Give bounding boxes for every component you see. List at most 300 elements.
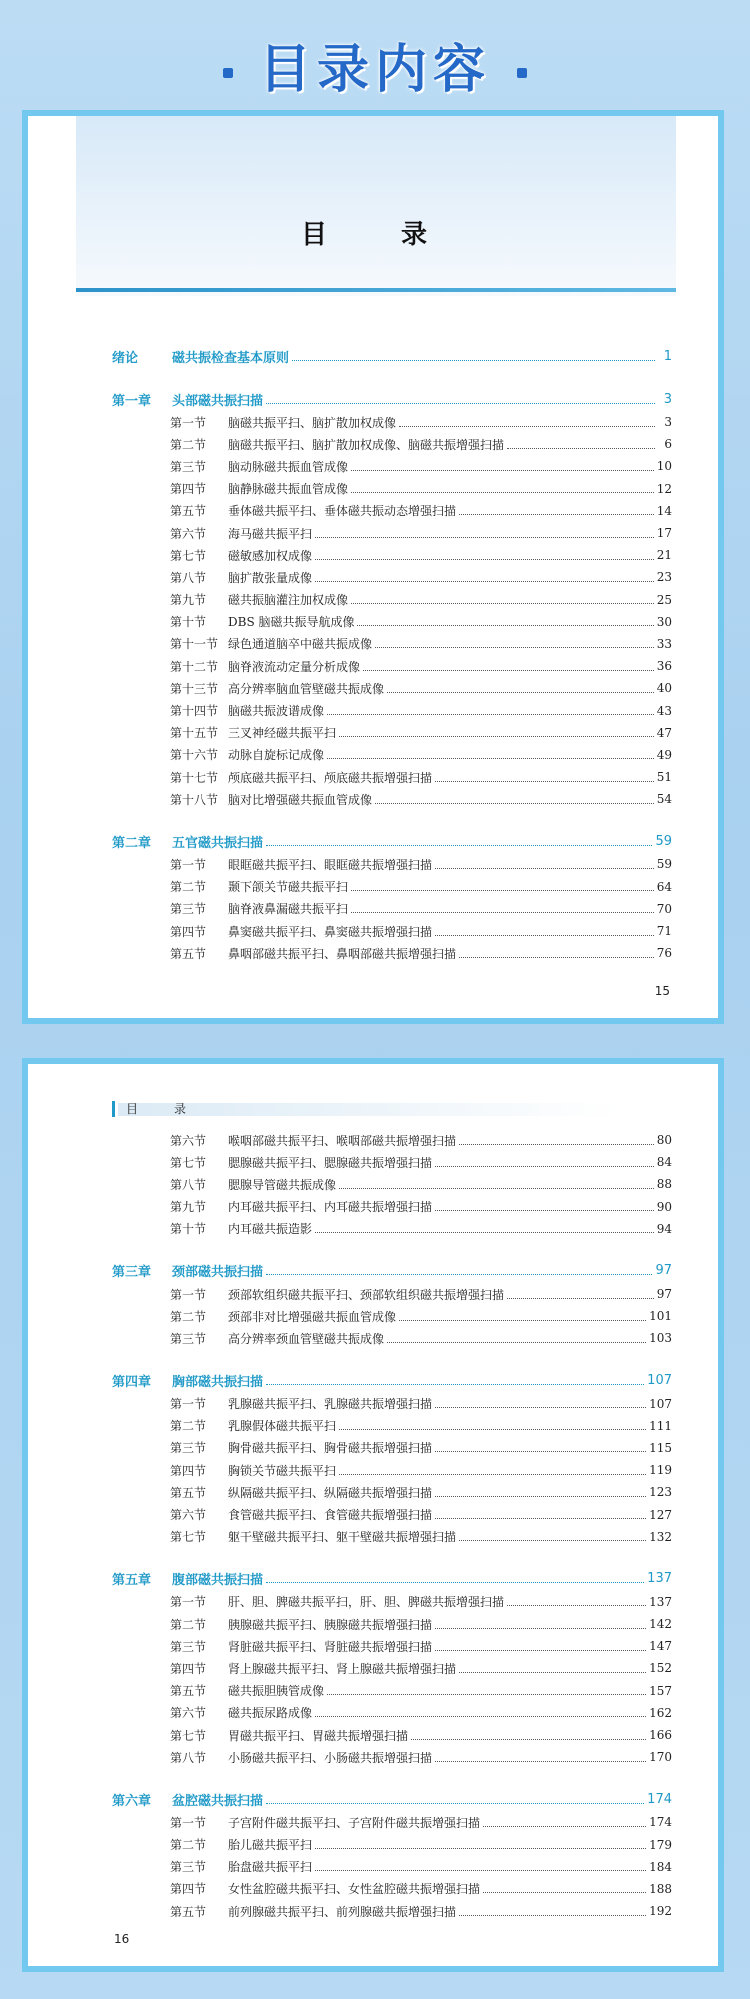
toc-entry-title: 颅底磁共振平扫、颅底磁共振增强扫描 [228,770,433,785]
toc-entry-title: 内耳磁共振造影 [228,1222,313,1237]
toc-section-entry[interactable] [112,478,672,500]
toc-entry-title: 前列腺磁共振平扫、前列腺磁共振增强扫描 [228,1904,457,1919]
toc-entry-title: 磁敏感加权成像 [228,548,313,563]
toc-section-entry[interactable] [112,677,672,699]
toc-section-entry[interactable] [112,1305,672,1327]
toc-entry-page: 80 [656,1133,672,1148]
toc-entry-page: 152 [649,1661,672,1676]
toc-entry-number: 第四节 [170,924,207,939]
toc-section-entry[interactable] [112,1591,672,1613]
toc-section-entry[interactable] [112,433,672,455]
toc-section-entry[interactable] [112,544,672,566]
toc-chapter-entry[interactable] [112,344,672,368]
page-number: 15 [654,984,670,998]
toc-entry-title: 海马磁共振平扫 [228,526,313,541]
toc-entry-number: 第四章 [112,1375,152,1390]
toc-entry-page: 137 [649,1594,672,1609]
toc-leader-dots [315,559,654,560]
toc-entry-number: 第三章 [112,1265,152,1281]
toc-leader-dots [399,1320,646,1321]
toc-entry-title: 女性盆腔磁共振平扫、女性盆腔磁共振增强扫描 [228,1882,481,1897]
toc-section-entry[interactable] [112,1635,672,1657]
toc-entry-number: 第七节 [170,548,207,563]
toc-entry-number: 第三节 [170,1639,207,1654]
toc-section-entry[interactable] [112,611,672,633]
toc-entry-title: 内耳磁共振平扫、内耳磁共振增强扫描 [228,1200,433,1215]
toc-section-entry[interactable] [112,1327,672,1349]
toc-entry-title: 腹部磁共振扫描 [172,1573,264,1589]
toc-section-entry[interactable] [112,455,672,477]
toc-section-entry[interactable] [112,1900,672,1922]
toc-leader-dots [266,1803,644,1804]
toc-entry-page: 127 [649,1507,672,1522]
toc-entry-page: 30 [656,614,672,629]
toc-entry-title: 鼻窦磁共振平扫、鼻窦磁共振增强扫描 [228,924,433,939]
toc-entry-page: 174 [649,1815,672,1830]
running-header-text: 目 录 [126,1102,199,1116]
toc-entry-number: 绪论 [112,350,139,366]
toc-leader-dots [483,1892,646,1893]
toc-gap [112,1350,672,1369]
toc-leader-dots [315,537,654,538]
toc-leader-dots [315,581,654,582]
toc-entry-number: 第一节 [170,1287,207,1302]
toc-chapter-entry[interactable] [112,1567,672,1591]
toc-entry-title: 磁共振脑灌注加权成像 [228,593,349,608]
toc-leader-dots [435,1496,646,1497]
toc-entry-page: 97 [655,1263,672,1279]
toc-entry-number: 第一节 [170,1815,207,1830]
toc-entry-page: 192 [649,1904,672,1919]
toc-entry-page: 36 [656,659,672,674]
toc-entry-page: 3 [664,415,672,430]
toc-leader-dots [315,1848,646,1849]
toc-section-entry[interactable] [112,1526,672,1548]
toc-entry-page: 84 [656,1155,672,1170]
toc-section-entry[interactable] [112,1151,672,1173]
toc-leader-dots [435,1451,646,1452]
toc-leader-dots [435,1650,646,1651]
toc-entry-page: 142 [649,1617,672,1632]
toc-entry-page: 115 [649,1440,672,1455]
toc-list-page-1 [112,344,672,964]
toc-entry-title: 胃磁共振平扫、胃磁共振增强扫描 [228,1728,409,1743]
toc-entry-page: 94 [656,1221,672,1236]
toc-entry-number: 第十五节 [170,726,219,741]
toc-entry-page: 162 [649,1705,672,1720]
toc-entry-number: 第六节 [170,1508,207,1523]
toc-entry-page: 59 [656,857,672,872]
toc-entry-number: 第十八节 [170,792,219,807]
toc-entry-number: 第二节 [170,880,207,895]
toc-entry-number: 第二节 [170,1838,207,1853]
toc-entry-number: 第二节 [170,437,207,452]
toc-leader-dots [266,1274,652,1275]
toc-entry-title: 磁共振胆胰管成像 [228,1684,325,1699]
toc-section-entry[interactable] [112,766,672,788]
toc-entry-page: 101 [649,1309,672,1324]
toc-section-entry[interactable] [112,1173,672,1195]
toc-leader-dots [507,448,655,449]
toc-section-entry[interactable] [112,699,672,721]
toc-section-entry[interactable] [112,942,672,964]
toc-section-entry[interactable] [112,1834,672,1856]
toc-entry-title: 子宫附件磁共振平扫、子宫附件磁共振增强扫描 [228,1815,481,1830]
toc-leader-dots [351,492,654,493]
toc-section-entry[interactable] [112,522,672,544]
toc-entry-number: 第五章 [112,1573,152,1589]
toc-entry-title: 腮腺导管磁共振成像 [228,1177,337,1192]
toc-entry-title: 颈部非对比增强磁共振血管成像 [228,1309,397,1324]
toc-chapter-entry[interactable] [112,829,672,853]
toc-chapter-entry[interactable] [112,1259,672,1283]
toc-entry-page: 54 [656,792,672,807]
toc-entry-page: 59 [655,833,672,849]
toc-leader-dots [292,360,655,361]
toc-entry-title: 绿色通道脑卒中磁共振成像 [228,637,373,652]
toc-leader-dots [351,890,654,891]
toc-entry-number: 第七节 [170,1728,207,1743]
toc-entry-number: 第十四节 [170,704,219,719]
toc-entry-page: 1 [663,348,672,364]
toc-section-entry[interactable] [112,589,672,611]
toc-entry-page: 6 [664,437,672,452]
toc-entry-page: 103 [649,1331,672,1346]
toc-entry-number: 第一节 [170,857,207,872]
toc-gap [112,368,672,387]
toc-leader-dots [266,1582,644,1583]
toc-entry-title: 腮腺磁共振平扫、腮腺磁共振增强扫描 [228,1155,433,1170]
toc-section-entry[interactable] [112,1481,672,1503]
toc-section-entry[interactable] [112,1218,672,1240]
toc-entry-title: 肝、胆、脾磁共振平扫，肝、胆、脾磁共振增强扫描 [228,1595,505,1610]
toc-leader-dots [351,912,654,913]
toc-leader-dots [435,1210,654,1211]
toc-leader-dots [435,1628,646,1629]
toc-entry-page: 97 [656,1287,672,1302]
toc-entry-number: 第五节 [170,504,207,519]
toc-section-entry[interactable] [112,1811,672,1833]
toc-entry-number: 第四节 [170,1463,207,1478]
toc-entry-title: 颞下颌关节磁共振平扫 [228,880,349,895]
toc-entry-number: 第四节 [170,482,207,497]
toc-leader-dots [327,1694,646,1695]
toc-entry-number: 第七节 [170,1530,207,1545]
toc-entry-title: 高分辨率颈血管壁磁共振成像 [228,1331,385,1346]
toc-entry-title: 脑磁共振波谱成像 [228,704,325,719]
toc-section-entry[interactable] [112,1746,672,1768]
toc-section-entry[interactable] [112,566,672,588]
toc-section-entry[interactable] [112,1702,672,1724]
toc-entry-number: 第八节 [170,1177,207,1192]
toc-entry-page: 147 [649,1639,672,1654]
toc-entry-number: 第十七节 [170,770,219,785]
toc-section-entry[interactable] [112,1856,672,1878]
toc-leader-dots [339,1474,646,1475]
page-header-band [76,116,676,296]
toc-entry-number: 第二章 [112,835,152,851]
toc-entry-number: 第一章 [112,393,152,409]
page-number: 16 [114,1932,130,1946]
toc-leader-dots [483,1826,646,1827]
toc-entry-number: 第八节 [170,570,207,585]
toc-entry-title: 脑动脉磁共振血管成像 [228,459,349,474]
toc-section-entry[interactable] [112,655,672,677]
toc-leader-dots [507,1605,646,1606]
toc-entry-title: 食管磁共振平扫、食管磁共振增强扫描 [228,1508,433,1523]
header-divider [76,288,676,292]
toc-leader-dots [339,1429,646,1430]
toc-entry-title: 胎儿磁共振平扫 [228,1838,313,1853]
toc-entry-number: 第一节 [170,1595,207,1610]
toc-leader-dots [459,1144,654,1145]
toc-entry-title: 脑脊液流动定量分析成像 [228,659,361,674]
toc-leader-dots [459,1915,646,1916]
toc-page-2 [22,1058,724,1972]
toc-section-entry[interactable] [112,1878,672,1900]
toc-entry-page: 3 [663,391,672,407]
toc-entry-page: 51 [656,770,672,785]
banner-title [0,30,750,110]
toc-leader-dots [435,1166,654,1167]
toc-entry-title: 躯干壁磁共振平扫、躯干壁磁共振增强扫描 [228,1530,457,1545]
toc-entry-number: 第三节 [170,1860,207,1875]
toc-entry-page: 10 [656,459,672,474]
toc-entry-page: 40 [656,681,672,696]
toc-section-entry[interactable] [112,722,672,744]
toc-entry-page: 71 [656,924,672,939]
bullet-dot-right [517,68,527,78]
toc-entry-title: 脑扩散张量成像 [228,570,313,585]
toc-leader-dots [327,714,654,715]
toc-leader-dots [411,1739,646,1740]
toc-entry-page: 76 [656,946,672,961]
toc-entry-number: 第六节 [170,1706,207,1721]
toc-entry-number: 第一节 [170,415,207,430]
toc-leader-dots [375,647,654,648]
toc-section-entry[interactable] [112,920,672,942]
toc-page-1 [22,110,724,1024]
toc-entry-page: 47 [656,725,672,740]
toc-leader-dots [435,868,654,869]
toc-entry-page: 33 [656,636,672,651]
toc-entry-page: 132 [649,1529,672,1544]
toc-entry-page: 166 [649,1728,672,1743]
toc-entry-page: 137 [647,1571,672,1587]
toc-entry-page: 23 [656,570,672,585]
toc-leader-dots [315,1232,654,1233]
toc-entry-number: 第七节 [170,1155,207,1170]
toc-entry-title: 高分辨率脑血管壁磁共振成像 [228,681,385,696]
toc-gap [112,1548,672,1567]
toc-section-entry[interactable] [112,1393,672,1415]
toc-entry-title: 脑磁共振平扫、脑扩散加权成像 [228,415,397,430]
toc-entry-number: 第十节 [170,1222,207,1237]
toc-section-entry[interactable] [112,411,672,433]
toc-leader-dots [399,426,655,427]
toc-leader-dots [266,1384,644,1385]
toc-entry-title: 三叉神经磁共振平扫 [228,726,337,741]
toc-entry-title: 脑脊液鼻漏磁共振平扫 [228,902,349,917]
toc-entry-number: 第五节 [170,1485,207,1500]
toc-entry-page: 17 [656,526,672,541]
toc-entry-number: 第八节 [170,1750,207,1765]
toc-section-entry[interactable] [112,1459,672,1481]
toc-entry-title: 五官磁共振扫描 [172,835,264,851]
toc-entry-number: 第四节 [170,1661,207,1676]
toc-leader-dots [357,625,653,626]
toc-leader-dots [435,935,654,936]
toc-leader-dots [327,758,654,759]
toc-entry-page: 88 [656,1177,672,1192]
toc-entry-number: 第五节 [170,1684,207,1699]
toc-entry-title: 肾上腺磁共振平扫、肾上腺磁共振增强扫描 [228,1661,457,1676]
toc-entry-title: 喉咽部磁共振平扫、喉咽部磁共振增强扫描 [228,1133,457,1148]
toc-entry-title: 脑静脉磁共振血管成像 [228,482,349,497]
toc-entry-page: 43 [656,703,672,718]
toc-entry-title: 垂体磁共振平扫、垂体磁共振动态增强扫描 [228,504,457,519]
toc-leader-dots [351,603,654,604]
toc-entry-title: 乳腺磁共振平扫、乳腺磁共振增强扫描 [228,1397,433,1412]
toc-entry-number: 第九节 [170,1200,207,1215]
toc-entry-title: DBS 脑磁共振导航成像 [228,615,355,630]
page-title: 目 录 [300,220,451,250]
toc-leader-dots [459,1672,646,1673]
toc-entry-page: 184 [649,1859,672,1874]
toc-leader-dots [435,781,654,782]
toc-entry-title: 胸骨磁共振平扫、胸骨磁共振增强扫描 [228,1441,433,1456]
toc-entry-page: 111 [649,1418,672,1433]
toc-entry-title: 头部磁共振扫描 [172,393,264,409]
toc-entry-title: 乳腺假体磁共振平扫 [228,1419,337,1434]
toc-leader-dots [435,1518,646,1519]
toc-entry-page: 90 [656,1199,672,1214]
toc-section-entry[interactable] [112,1724,672,1746]
toc-leader-dots [387,1342,646,1343]
toc-section-entry[interactable] [112,1129,672,1151]
toc-section-entry[interactable] [112,1196,672,1218]
toc-section-entry[interactable] [112,1415,672,1437]
toc-entry-number: 第六节 [170,1133,207,1148]
toc-section-entry[interactable] [112,853,672,875]
toc-entry-title: 磁共振尿路成像 [228,1706,313,1721]
toc-leader-dots [459,957,654,958]
toc-entry-number: 第九节 [170,593,207,608]
toc-entry-number: 第六章 [112,1793,152,1809]
toc-leader-dots [315,1870,646,1871]
toc-leader-dots [363,670,654,671]
toc-entry-title: 小肠磁共振平扫、小肠磁共振增强扫描 [228,1750,433,1765]
toc-gap [112,1768,672,1787]
toc-entry-page: 14 [656,503,672,518]
toc-entry-page: 64 [656,879,672,894]
toc-entry-title: 纵隔磁共振平扫、纵隔磁共振增强扫描 [228,1485,433,1500]
toc-section-entry[interactable] [112,1283,672,1305]
toc-entry-title: 颈部磁共振扫描 [172,1265,264,1281]
toc-entry-number: 第三节 [170,902,207,917]
toc-entry-page: 119 [649,1463,672,1478]
toc-section-entry[interactable] [112,876,672,898]
toc-entry-title: 胰腺磁共振平扫、胰腺磁共振增强扫描 [228,1617,433,1632]
toc-chapter-entry[interactable] [112,1369,672,1393]
toc-leader-dots [507,1298,654,1299]
toc-leader-dots [266,403,655,404]
toc-section-entry[interactable] [112,744,672,766]
toc-section-entry[interactable] [112,788,672,810]
toc-gap [112,1240,672,1259]
running-header [112,1101,672,1117]
toc-section-entry[interactable] [112,1503,672,1525]
toc-entry-page: 25 [656,592,672,607]
toc-leader-dots [435,1407,646,1408]
toc-chapter-entry[interactable] [112,387,672,411]
toc-entry-title: 动脉自旋标记成像 [228,748,325,763]
toc-entry-title: 胎盘磁共振平扫 [228,1860,313,1875]
toc-section-entry[interactable] [112,1680,672,1702]
toc-entry-title: 鼻咽部磁共振平扫、鼻咽部磁共振增强扫描 [228,946,457,961]
toc-entry-number: 第十节 [170,615,207,630]
toc-entry-title: 盆腔磁共振扫描 [172,1793,264,1809]
toc-leader-dots [459,514,654,515]
toc-leader-dots [375,803,654,804]
toc-gap [112,810,672,829]
toc-entry-title: 胸锁关节磁共振平扫 [228,1463,337,1478]
toc-entry-page: 188 [649,1881,672,1896]
toc-section-entry[interactable] [112,500,672,522]
toc-leader-dots [315,1716,646,1717]
toc-entry-page: 170 [649,1750,672,1765]
toc-section-entry[interactable] [112,633,672,655]
toc-entry-title: 脑对比增强磁共振血管成像 [228,792,373,807]
toc-entry-number: 第五节 [170,1904,207,1919]
toc-section-entry[interactable] [112,898,672,920]
toc-leader-dots [351,470,654,471]
toc-entry-page: 21 [656,548,672,563]
toc-entry-page: 107 [649,1396,672,1411]
toc-entry-title: 眼眶磁共振平扫、眼眶磁共振增强扫描 [228,857,433,872]
toc-entry-number: 第一节 [170,1397,207,1412]
header-accent-bar [112,1101,115,1117]
toc-leader-dots [339,1188,654,1189]
toc-section-entry[interactable] [112,1657,672,1679]
toc-entry-number: 第十三节 [170,681,219,696]
toc-list-page-2 [112,1129,672,1922]
toc-leader-dots [459,1540,646,1541]
toc-leader-dots [339,736,654,737]
toc-entry-page: 107 [647,1373,672,1388]
toc-leader-dots [387,692,654,693]
toc-section-entry[interactable] [112,1437,672,1459]
toc-entry-number: 第二节 [170,1419,207,1434]
toc-entry-title: 磁共振检查基本原则 [172,350,290,366]
toc-entry-number: 第十六节 [170,748,219,763]
toc-entry-number: 第六节 [170,526,207,541]
toc-entry-page: 174 [647,1791,672,1807]
toc-entry-number: 第十一节 [170,637,219,652]
toc-entry-number: 第二节 [170,1617,207,1632]
toc-entry-number: 第三节 [170,1331,207,1346]
toc-entry-number: 第五节 [170,946,207,961]
toc-entry-title: 颈部软组织磁共振平扫、颈部软组织磁共振增强扫描 [228,1287,505,1302]
toc-entry-title: 肾脏磁共振平扫、肾脏磁共振增强扫描 [228,1639,433,1654]
toc-entry-number: 第四节 [170,1882,207,1897]
toc-leader-dots [266,845,652,846]
toc-entry-number: 第三节 [170,459,207,474]
toc-section-entry[interactable] [112,1613,672,1635]
toc-chapter-entry[interactable] [112,1787,672,1811]
toc-entry-page: 49 [656,747,672,762]
toc-entry-page: 70 [656,901,672,916]
